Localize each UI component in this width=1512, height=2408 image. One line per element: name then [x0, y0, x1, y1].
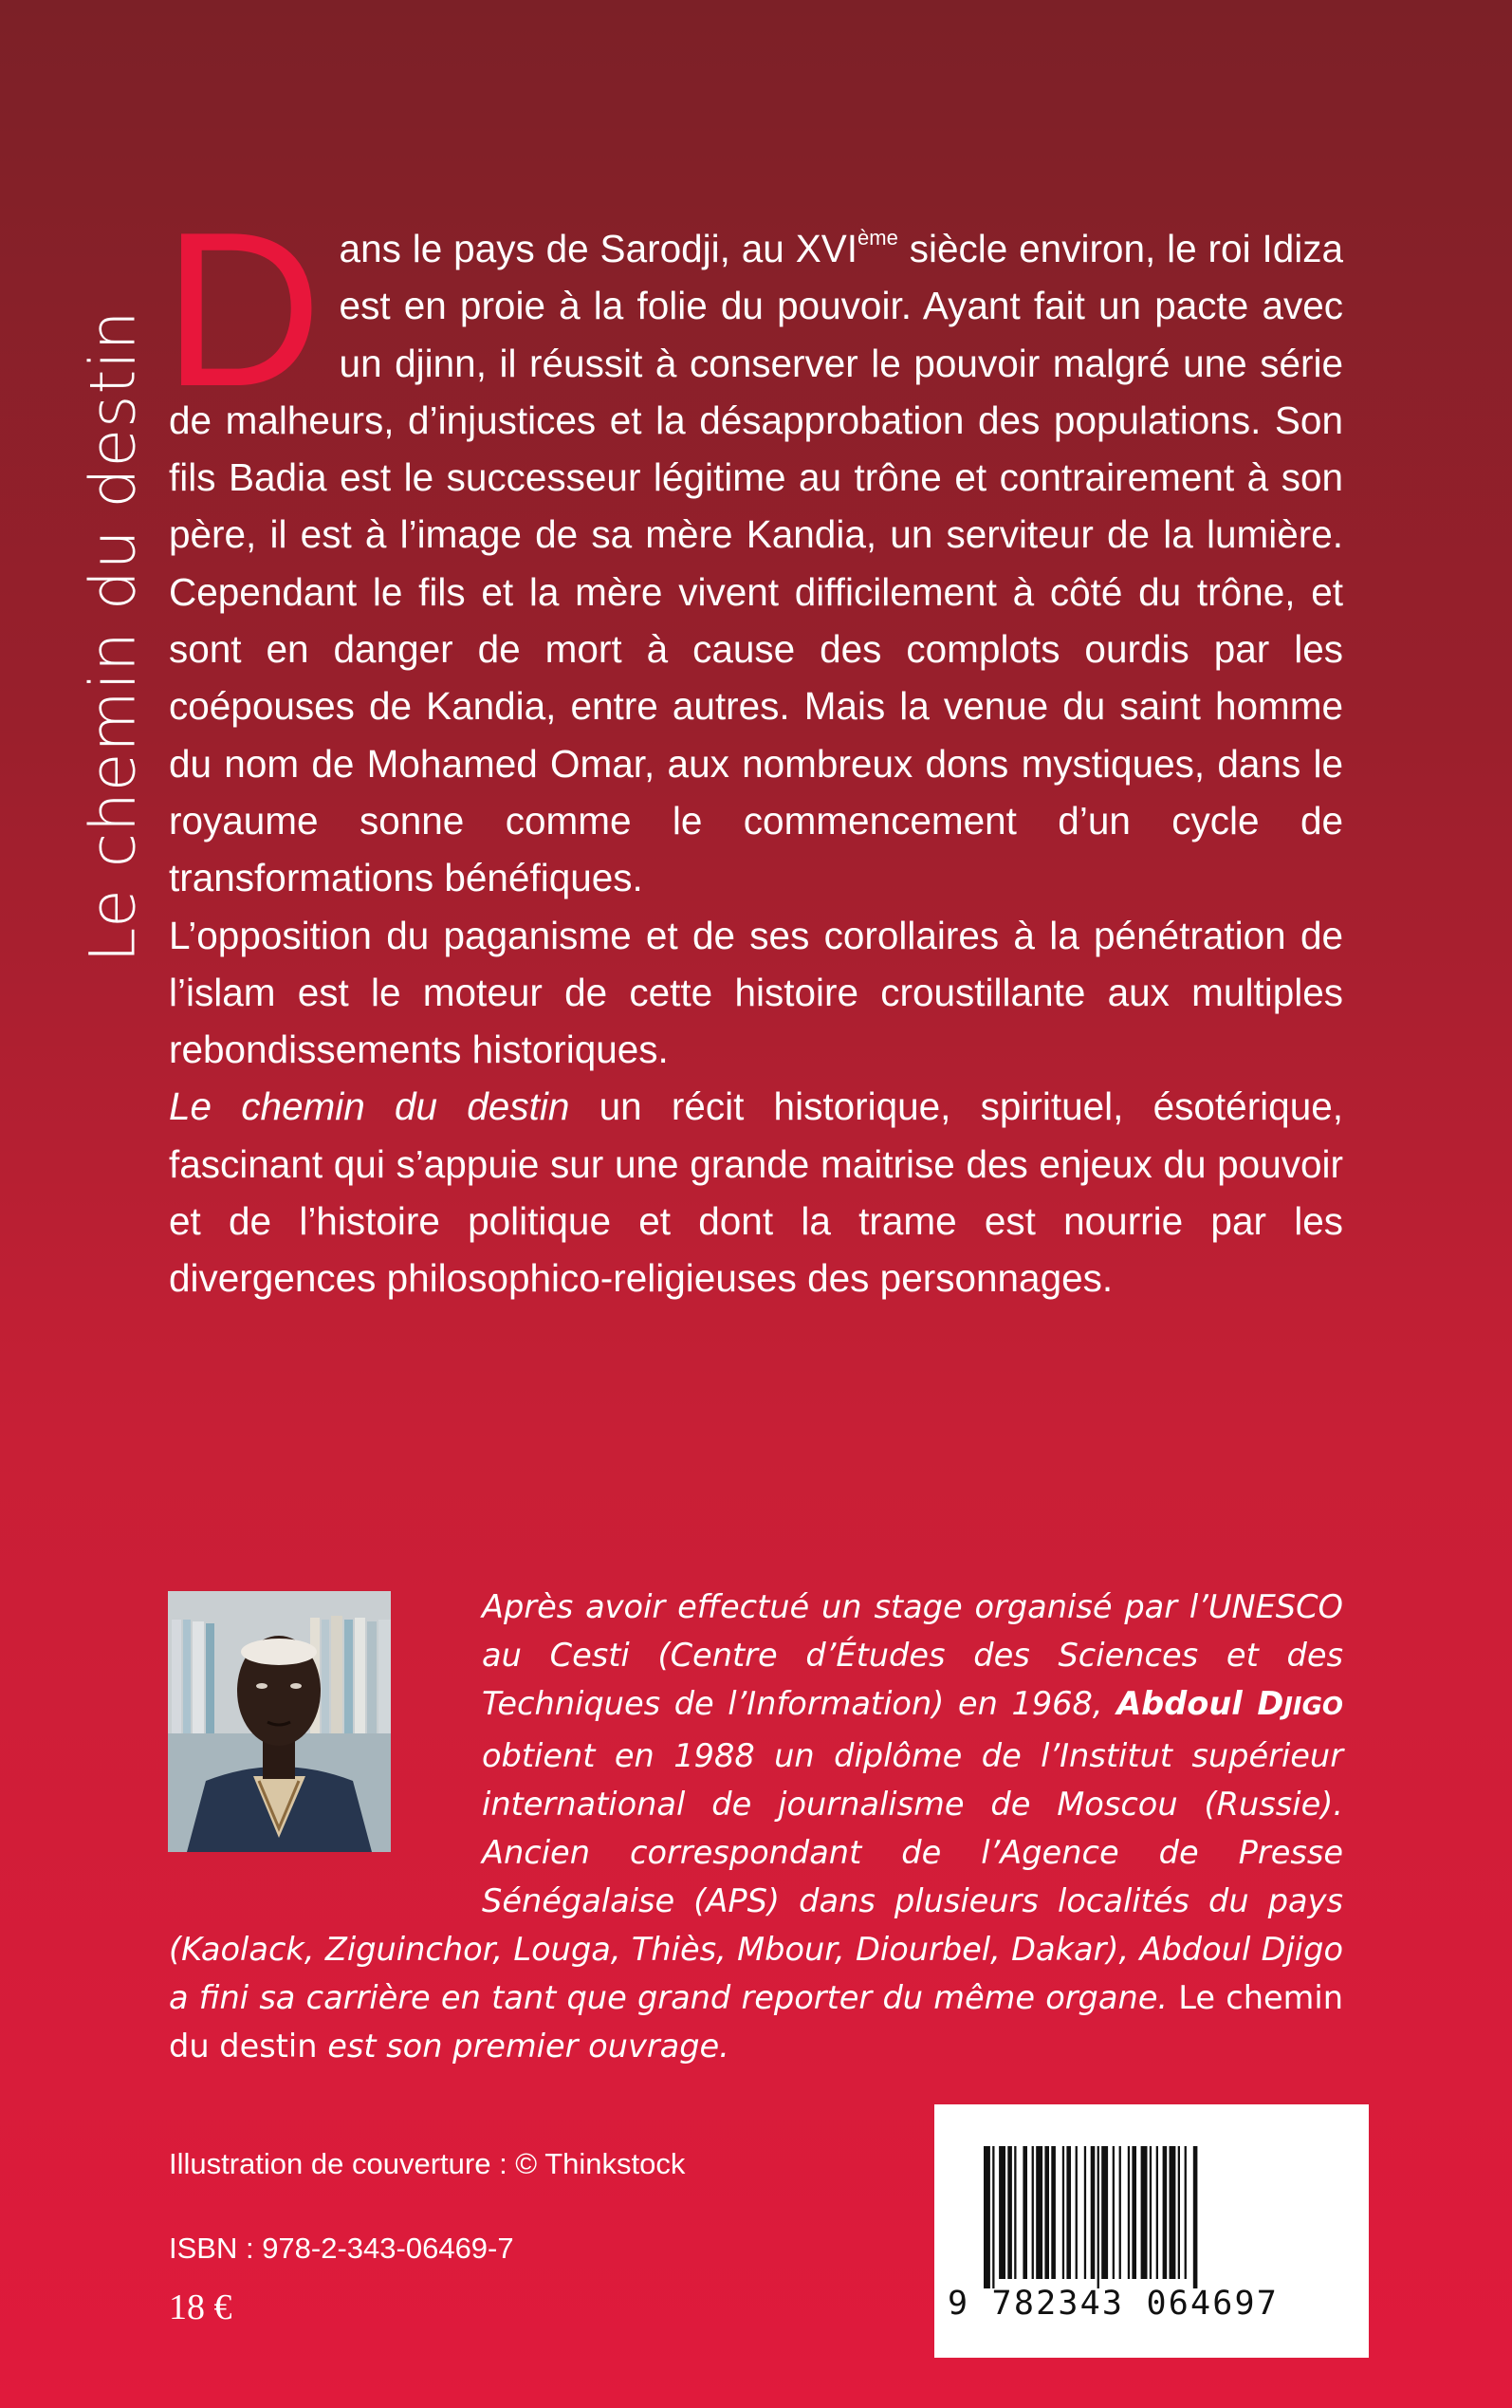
book-title-italic: Le chemin du destin: [169, 1084, 570, 1129]
barcode-bar: [1076, 2146, 1078, 2279]
barcode: [934, 2104, 1369, 2358]
barcode-bar: [1023, 2146, 1027, 2279]
barcode-bar: [992, 2146, 994, 2288]
summary-paragraph-1: Dans le pays de Sarodji, au XVIème siècle environ, le roi Idiza est en proie à la folie du pouvoir. Ayant fait un pacte avec un djinn, il réussit à conserver le pouvoir malgré une série de malheurs, d’injustices et la désapprobation des populations. Son fils Badia est le successeur légitime au trône et contrairement à son père, il est à l’image de sa mère Kandia, un serviteur de la lumière. Cependant le fils et la mère vivent difficilement à côté du trône, et sont en danger de mort à cause des complots ourdis par les coépouses de Kandia, entre autres. Mais la venue du saint homme du nom de Mohamed Omar, aux nombreux dons mystiques, dans le royaume sonne comme le commencement d’un cycle de transformations bénéfiques.: [163, 187, 1344, 900]
barcode-bar: [1014, 2146, 1016, 2279]
barcode-bar: [1051, 2146, 1056, 2279]
barcode-bar: [1150, 2146, 1152, 2279]
barcode-bar: [1091, 2146, 1096, 2279]
barcode-bar: [1178, 2146, 1180, 2279]
barcode-bar: [1084, 2146, 1086, 2279]
spine-title: [66, 228, 159, 1044]
drop-cap: D: [163, 187, 323, 433]
barcode-bar: [1113, 2146, 1115, 2279]
barcode-bar: [1007, 2146, 1012, 2279]
barcode-bar: [1163, 2146, 1168, 2279]
spine-title-text: Le chemin du destin: [76, 309, 150, 962]
cover-credit: Illustration de couverture : © Thinkstock: [169, 2147, 686, 2180]
isbn: ISBN : 978-2-343-06469-7: [169, 2232, 514, 2265]
barcode-bar: [1141, 2146, 1148, 2279]
summary-paragraph-2: L’opposition du paganisme et de ses corollaires à la pénétration de l’islam est le moteur de cette histoire croustillante aux multiples rebondissements historiques.: [169, 913, 1343, 1072]
barcode-bar: [1101, 2146, 1108, 2279]
barcode-bar: [1032, 2146, 1034, 2279]
barcode-bar: [999, 2146, 1005, 2279]
barcode-bar: [1119, 2146, 1121, 2279]
barcode-bar: [1132, 2146, 1136, 2279]
book-title-upright: Le chemin du destin: [169, 1979, 1343, 2065]
barcode-bar: [1156, 2146, 1158, 2279]
summary-paragraph-3: Le chemin du destin un récit historique, spirituel, ésotérique, fascinant qui s’appuie sur une grande maitrise des enjeux du pouvoir et de l’histoire politique et dont la trame est nourrie par les divergences philosophico-religieuses des personnages.: [169, 1084, 1344, 1301]
price: 18 €: [169, 2288, 232, 2327]
barcode-bar: [1036, 2146, 1042, 2279]
author-bio: Après avoir effectué un stage organisé par l’UNESCO au Cesti (Centre d’Études des Sciences et des Techniques de l’Information) en 1968, Abdoul DJIGO obtient en 1988 un diplôme de l’Institut supérieur international de journalisme de Moscou (Russie). Ancien correspondant de l’Agence de Presse Sénégalaise (APS) dans plusieurs localités du pays (Kaolack, Ziguinchor, Louga, Thiès, Mbour, Diourbel, Dakar), Abdoul Djigo a fini sa carrière en tant que grand reporter du même organe. Le chemin du destin est son premier ouvrage.: [169, 1588, 1344, 2065]
barcode-bar: [1097, 2146, 1099, 2288]
barcode-bar: [1170, 2146, 1176, 2279]
barcode-bar: [1062, 2146, 1064, 2279]
barcode-bar: [1066, 2146, 1071, 2279]
barcode-bar: [1193, 2146, 1198, 2288]
author-name: Abdoul DJIGO: [1116, 1685, 1344, 1722]
barcode-bars: [984, 2146, 1325, 2288]
barcode-number: 9 782343 064697: [948, 2285, 1280, 2323]
superscript-eme: ème: [857, 226, 898, 250]
summary-text: [163, 187, 1344, 1307]
barcode-bar: [984, 2146, 990, 2288]
barcode-bar: [1044, 2146, 1049, 2279]
barcode-bar: [1128, 2146, 1130, 2279]
barcode-bar: [1185, 2146, 1187, 2279]
